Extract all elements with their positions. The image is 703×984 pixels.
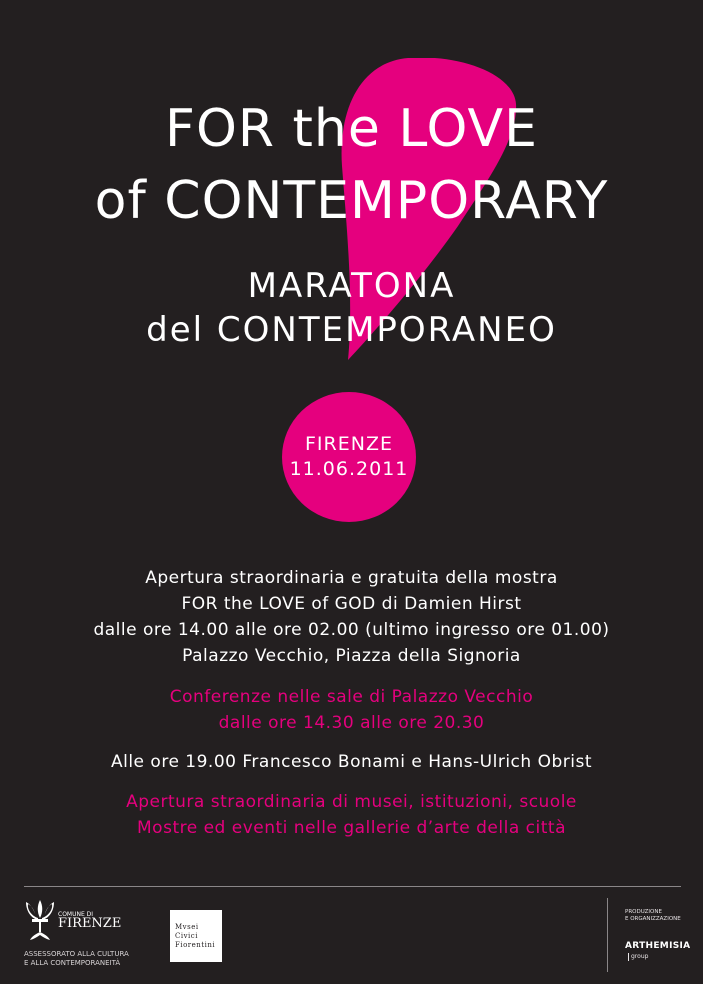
production-line: PRODUZIONE — [625, 909, 662, 915]
footer-divider — [24, 886, 681, 887]
badge-date: 11.06.2011 — [289, 458, 409, 480]
conferences-info — [0, 684, 703, 736]
musei-line: Mvsei — [175, 922, 199, 931]
subtitle-line-1: MARATONA — [247, 266, 456, 306]
comune-name: FIRENZE — [58, 916, 122, 931]
openings-line: Apertura straordinaria di musei, istituzioni, scuole — [126, 792, 577, 812]
exhibit-line: Palazzo Vecchio, Piazza della Signoria — [182, 646, 521, 666]
exhibit-line: Apertura straordinaria e gratuita della mostra — [145, 568, 558, 588]
exhibit-line: FOR the LOVE of GOD di Damien Hirst — [181, 594, 522, 614]
exhibit-line: dalle ore 14.00 alle ore 02.00 (ultimo ingresso ore 01.00) — [93, 620, 610, 640]
florentine-lily-icon — [24, 898, 56, 942]
conference-line: dalle ore 14.30 alle ore 20.30 — [218, 713, 485, 733]
production-label — [625, 909, 681, 923]
badge-city: FIRENZE — [305, 433, 393, 455]
assessorato-line: E ALLA CONTEMPORANEITÀ — [24, 959, 121, 967]
footer-vertical-divider — [607, 898, 608, 972]
openings-info — [0, 789, 703, 841]
title-line-1: FOR the LOVE — [165, 99, 538, 159]
assessorato-text — [24, 950, 129, 968]
assessorato-line: ASSESSORATO ALLA CULTURA — [24, 950, 129, 958]
title-line-2: of CONTEMPORARY — [94, 171, 609, 231]
musei-line: Fiorentini — [175, 940, 216, 949]
arthemisia-logo: ARTHEMISIA — [625, 941, 691, 951]
arthemisia-group-label: group — [628, 953, 648, 961]
talk-info — [0, 749, 703, 775]
production-line: E ORGANIZZAZIONE — [625, 916, 681, 922]
subtitle-line-2: del CONTEMPORANEO — [146, 310, 557, 350]
musei-civici-logo — [170, 910, 222, 962]
comune-label: COMUNE DI — [58, 911, 94, 918]
musei-line: Civici — [175, 931, 198, 940]
openings-line: Mostre ed eventi nelle gallerie d’arte della città — [137, 818, 566, 838]
talk-line: Alle ore 19.00 Francesco Bonami e Hans-Ulrich Obrist — [110, 752, 592, 772]
conference-line: Conferenze nelle sale di Palazzo Vecchio — [169, 687, 534, 707]
date-badge — [282, 392, 416, 522]
exhibit-info — [0, 565, 703, 669]
